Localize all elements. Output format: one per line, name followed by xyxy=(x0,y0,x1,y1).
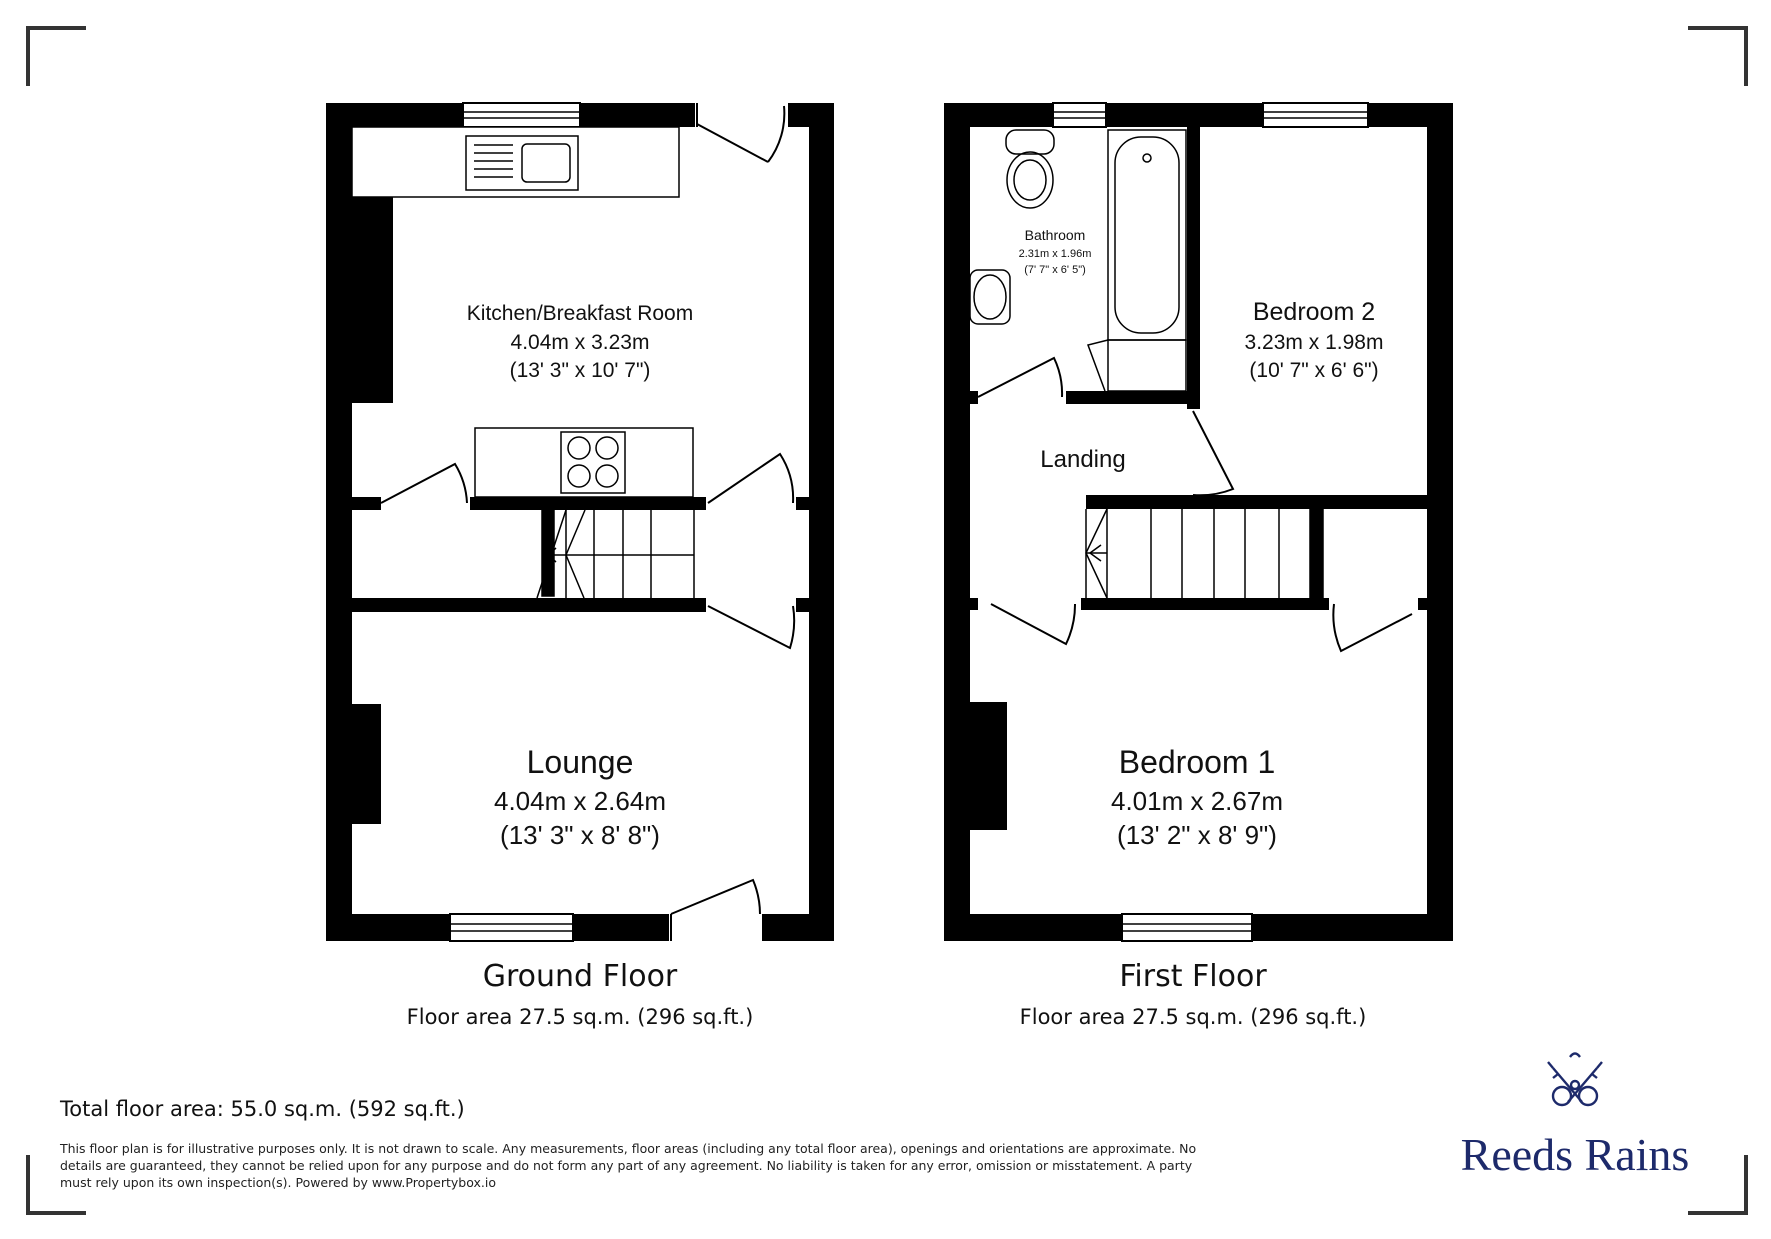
first-floor-area: Floor area 27.5 sq.m. (296 sq.ft.) xyxy=(1019,1005,1367,1029)
kitchen-worktop xyxy=(352,127,679,197)
room-metric-bathroom: 2.31m x 1.96m xyxy=(1018,248,1092,260)
room-imperial-bedroom-2: (10' 7" x 6' 6") xyxy=(1249,359,1379,382)
ground-rear-window xyxy=(463,103,580,127)
room-metric-bedroom-2: 3.23m x 1.98m xyxy=(1244,331,1384,354)
room-name-kitchen: Kitchen/Breakfast Room xyxy=(466,302,694,325)
room-metric-bedroom-1: 4.01m x 2.67m xyxy=(1111,786,1283,816)
room-name-bedroom-1: Bedroom 1 xyxy=(1118,744,1276,780)
room-metric-kitchen: 4.04m x 3.23m xyxy=(510,331,650,354)
disclaimer-line-2: details are guaranteed, they cannot be relied upon for any purpose and do not form any part of any agreement. No liability is taken for any error, omission or misstatement. A party xyxy=(60,1158,1193,1173)
room-name-lounge: Lounge xyxy=(526,744,634,780)
ground-floor-area: Floor area 27.5 sq.m. (296 sq.ft.) xyxy=(406,1005,754,1029)
room-name-bedroom-2: Bedroom 2 xyxy=(1252,298,1376,326)
bedroom-1-chimney-breast xyxy=(970,702,1007,830)
room-imperial-bathroom: (7' 7" x 6' 5") xyxy=(1024,264,1086,276)
room-imperial-bedroom-1: (13' 2" x 8' 9") xyxy=(1117,820,1277,850)
room-metric-lounge: 4.04m x 2.64m xyxy=(494,786,666,816)
crop-marks xyxy=(28,28,1746,1213)
lounge-chimney-breast xyxy=(352,704,381,824)
crossed-keys-icon xyxy=(1548,1054,1602,1106)
disclaimer-line-3: must rely upon its own inspection(s). Powered by www.Propertybox.io xyxy=(60,1175,496,1190)
first-rear-window-bedroom-2 xyxy=(1263,103,1368,127)
total-floor-area: Total floor area: 55.0 sq.m. (592 sq.ft.) xyxy=(60,1097,465,1121)
room-name-bathroom: Bathroom xyxy=(1024,227,1086,243)
kitchen-chimney-breast xyxy=(352,197,393,403)
ground-floor-title: Ground Floor xyxy=(482,959,678,994)
ground-front-window xyxy=(450,914,573,941)
first-floor-title: First Floor xyxy=(1119,959,1267,994)
first-rear-window-bathroom xyxy=(1053,103,1106,127)
room-imperial-lounge: (13' 3" x 8' 8") xyxy=(500,820,660,850)
brand-name: Reeds Rains xyxy=(1460,1129,1690,1180)
first-front-window xyxy=(1122,914,1252,941)
room-imperial-kitchen: (13' 3" x 10' 7") xyxy=(509,359,651,382)
disclaimer-line-1: This floor plan is for illustrative purposes only. It is not drawn to scale. Any measurements, floor areas (including any total floor area), openings and orientations are approximate. No xyxy=(60,1141,1197,1156)
room-name-landing: Landing xyxy=(1040,446,1126,473)
